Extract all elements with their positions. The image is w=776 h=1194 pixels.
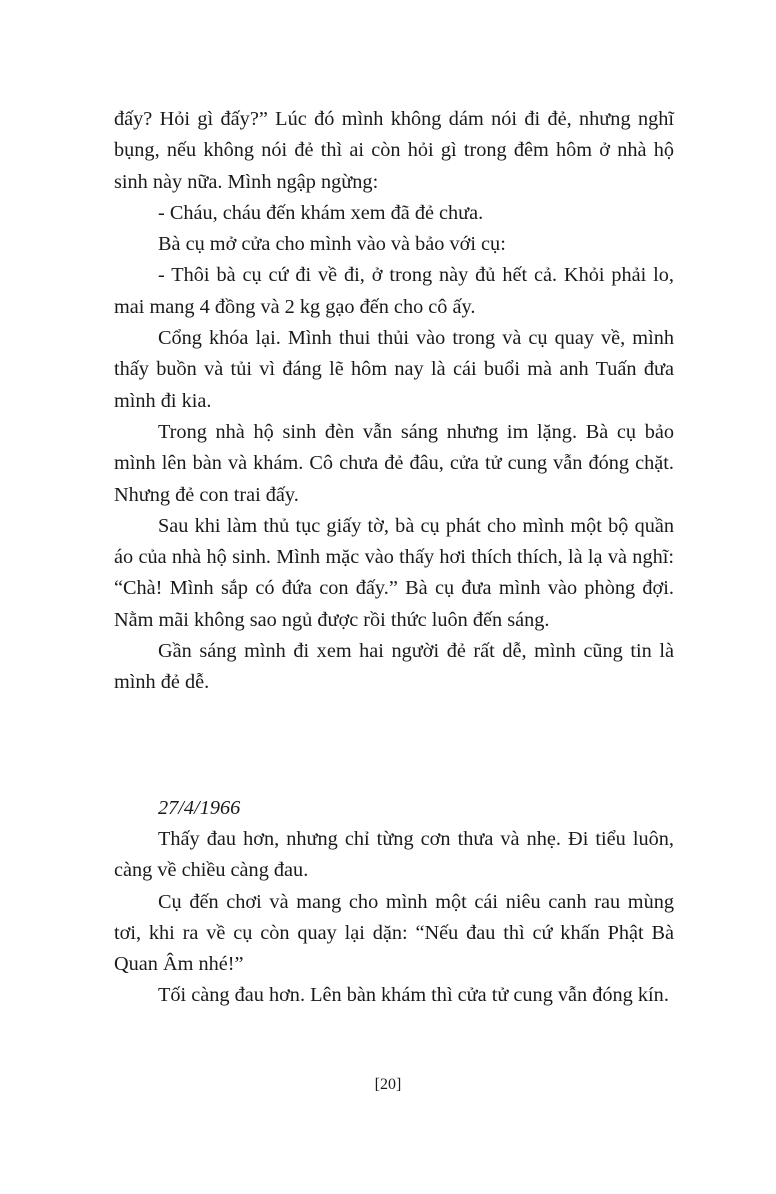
section-gap xyxy=(114,699,674,793)
paragraph: Thấy đau hơn, nhưng chỉ từng cơn thưa và nhẹ. Đi tiểu luôn, càng về chiều càng đau. xyxy=(114,827,674,882)
paragraph: - Cháu, cháu đến khám xem đã đẻ chưa. xyxy=(158,201,484,224)
date-heading: 27/4/1966 xyxy=(158,796,241,819)
paragraph: - Thôi bà cụ cứ đi về đi, ở trong này đủ hết cả. Khỏi phải lo, mai mang 4 đồng và 2 kg gạo đến cho cô ấy. xyxy=(114,264,674,318)
paragraph: Trong nhà hộ sinh đèn vẫn sáng nhưng im lặng. Bà cụ bảo mình lên bàn và khám. Cô chưa đẻ đâu, cửa tử cung vẫn đóng chặt. Nhưng đẻ con trai đấy. xyxy=(114,420,674,506)
paragraph: Gần sáng mình đi xem hai người đẻ rất dễ, mình cũng tin là mình đẻ dễ. xyxy=(114,640,674,694)
paragraph: Bà cụ mở cửa cho mình vào và bảo với cụ: xyxy=(158,233,506,256)
paragraph: Cụ đến chơi và mang cho mình một cái niêu canh rau mùng tơi, khi ra về cụ còn quay lại dặn: “Nếu đau thì cứ khấn Phật Bà Quan Âm nhé!” xyxy=(114,890,674,976)
paragraph: Sau khi làm thủ tục giấy tờ, bà cụ phát cho mình một bộ quần áo của nhà hộ sinh. Mình mặc vào thấy hơi thích thích, là lạ và nghĩ: “Chà! Mình sắp có đứa con đấy.” Bà cụ đưa mình vào phòng đợi. Nằm mãi không sao ngủ được rồi thức luôn đến sáng. xyxy=(114,514,674,631)
page-number: [20] xyxy=(374,1076,402,1093)
book-page-text xyxy=(114,104,674,1012)
paragraph-continuation: đấy? Hỏi gì đấy?” Lúc đó mình không dám nói đi đẻ, nhưng nghĩ bụng, nếu không nói đẻ thì ai còn hỏi gì trong đêm hôm ở nhà hộ sinh này nữa. Mình ngập ngừng: xyxy=(114,108,674,193)
paragraph: Tối càng đau hơn. Lên bàn khám thì cửa tử cung vẫn đóng kín. xyxy=(158,984,669,1007)
paragraph: Cổng khóa lại. Mình thui thủi vào trong và cụ quay về, mình thấy buồn và tủi vì đáng lẽ hôm nay là cái buổi mà anh Tuấn đưa mình đi kia. xyxy=(114,327,674,412)
